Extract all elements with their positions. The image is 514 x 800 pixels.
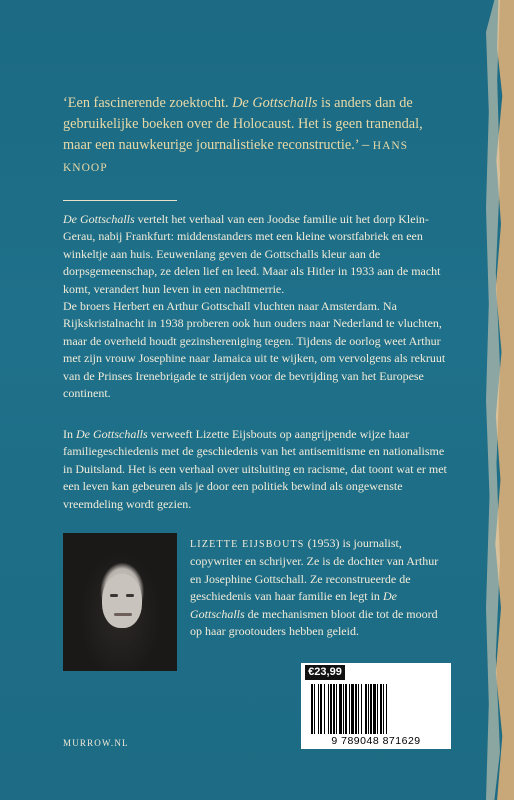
blurb-text-2: De broers Herbert en Arthur Gottschall vluchten naar Amsterdam. Na Rijkskristalnacht in 1938 proberen ook hun ouders naar Nederland te vluchten, maar de overheid houdt gezinshereniging tegen. Tijdens de oorlog weet Arthur met zijn vrouw Josephine naar Jamaica uit te wijken, om vervolgens als rekruut van de Prinses Irenebrigade te strijden voor de bevrijding van het Europese continent. bbox=[63, 299, 446, 401]
price-tag: €23,99 bbox=[305, 665, 345, 680]
author-name: LIZETTE EIJSBOUTS bbox=[190, 539, 305, 550]
quote-text-start: ‘Een fascinerende zoektocht. bbox=[63, 95, 233, 111]
publisher-url: MURROW.NL bbox=[63, 738, 129, 748]
author-face bbox=[102, 574, 142, 628]
author-eye-right bbox=[126, 594, 134, 597]
blurb-text-1: vertelt het verhaal van een Joodse familie uit het dorp Klein-Gerau, nabij Frankfurt: middenstanders met een kleine worstfabriek en een winkeltje aan huis. Eeuwenlang geven de Gottschalls kleur aan de dorpsgemeenschap, ze delen lief en leed. Maar als Hitler in 1933 aan de macht komt, verandert hun leven in een nachtmerrie. bbox=[63, 212, 441, 296]
bio-text-end: de mechanismen bloot die tot de moord op haar grootouders hebben geleid. bbox=[190, 606, 438, 639]
blurb-book-title: De Gottschalls bbox=[63, 212, 135, 226]
author-photo bbox=[63, 533, 177, 671]
bio-text-start: (1953) is journalist, copywriter en schrijver. Ze is de dochter van Arthur en Josephine Gottschall. Ze reconstrueerde de geschiedenis van haar familie en legt in bbox=[190, 536, 439, 604]
blurb-lead: In bbox=[63, 427, 76, 441]
barcode bbox=[311, 684, 447, 734]
barcode-stripe bbox=[386, 684, 387, 734]
blurb-paragraph-1 bbox=[63, 211, 453, 402]
author-eye-left bbox=[110, 594, 118, 597]
divider-rule bbox=[63, 200, 177, 201]
author-bio bbox=[190, 535, 450, 640]
isbn-number: 9 789048 871629 bbox=[331, 735, 421, 747]
review-quote bbox=[63, 93, 438, 179]
quote-book-title: De Gottschalls bbox=[232, 95, 318, 111]
quote-text-end: is anders dan de gebruikelijke boeken over de Holocaust. Het is geen tranendal, maar een nauwkeurige journalistieke reconstructie.’ – bbox=[63, 95, 423, 153]
blurb-book-title-2: De Gottschalls bbox=[76, 427, 148, 441]
quote-author: HANS KNOOP bbox=[63, 140, 409, 174]
bio-book-title: De Gottschalls bbox=[190, 589, 397, 621]
author-mouth bbox=[114, 613, 132, 616]
blurb-paragraph-2 bbox=[63, 426, 453, 513]
blurb-text-3: verweeft Lizette Eijsbouts op aangrijpende wijze haar familiegeschiedenis met de geschiedenis van het antisemitisme en nationalisme in Duitsland. Het is een verhaal over uitsluiting en racisme, dat toont wat er met een leven kan gebeuren als je door een politiek bewind als ongewenste vreemdeling wordt gezien. bbox=[63, 427, 447, 511]
